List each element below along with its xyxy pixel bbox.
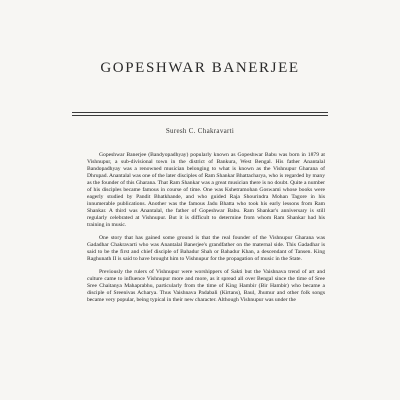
body-paragraph: One story that has gained some ground is that the real founder of the Vishnupur Gharana was Gadadhar Chakravarti who was Anantalal Banerjee's grandfather on the maternal side. This Gadadhar is said to be the first and chief disciple of Bahadur Shah or Bahadur Khan, a descendant of Tansen. King Raghunath II is said to have brought him to Vishnupur for the propagation of music in the State. [87,235,325,263]
body-paragraph: Gopeshwar Banerjee (Bandyopadhyay) popularly known as Gopeshwar Babu was born in 1879 at Vishnupur, a sub-divisional town in the district of Bankura, West Bengal. His father Anantalal Bandopadhyay was a renowned musician belonging to what is known as the Vishnupur Gharana of Dhrupad. Anantalal was one of the later disciples of Ram Shankar Bhattacharya, who is regarded by many as the founder of this Gharana. That Ram Shankar was a great musician there is no doubt. Quite a number of his disciples became famous in course of time. One was Kshetramohan Goswami whose books were eagerly studied by Pandit Bhatkhande, and who guided Raja Shourindra Mohan Tagore in his innumerable publications. Another was the famous Jadu Bhatta who took his early lessons from Ram Shankar. A third was Anantalal, the father of Gopeshwar Babu. Ram Shankar's anniversary is still regularly celebrated at Vishnupur. But it is difficult to determine from whom Ram Shankar had his training in music. [87,152,325,229]
article-title: GOPESHWAR BANERJEE [100,60,300,76]
body-paragraph: Previously the rulers of Vishnupur were worshippers of Sakti but the Vaishnava trend of art and culture came to influence Vishnupur more and more, as it spread all over Bengal since the time of Sree Sree Chaitanya Mahaprabhu, particularly from the time of King Hambir (Bir Hambir) who became a disciple of Sreenivas Acharya. Thus Vaishnava Padabali (Kirtans), Baul, Jhumur and other folk songs became very popular, being typical in their new character. Although Vishnupur was under the [87,268,325,303]
title-rule-bottom [72,115,328,116]
title-rule-top [72,112,328,113]
author-byline: Suresh C. Chakravarti [165,127,235,135]
article-body [87,152,325,309]
